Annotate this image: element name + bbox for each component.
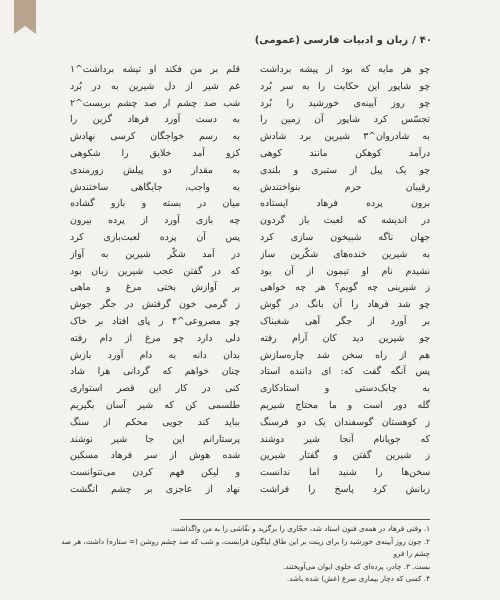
verse-line: پس آنگه گفت که: ای داننده استاد bbox=[260, 366, 430, 378]
footnote-divider bbox=[180, 519, 430, 520]
verse-line: پس آن پرده لعبت‌بازی کرد bbox=[70, 231, 240, 243]
verse-line: کنی در کار این قصر استواری bbox=[70, 383, 240, 395]
verse-line: گله دور است و ما محتاج شیریم bbox=[260, 399, 430, 411]
verse-line: جهان ناگه شبیخون سازی کرد bbox=[260, 231, 430, 243]
poem-column-left bbox=[70, 62, 240, 499]
verse-line: بر آورد از جگر آهی شغبناک bbox=[260, 315, 430, 327]
verse-line: چو مصروعی^۴ ز پای افتاد بر خاک bbox=[70, 315, 240, 327]
verse-line: قلم بر من فکند او تیشه برداشت^۱ bbox=[70, 64, 240, 75]
verse-line: چو هر مایه که بود از پیشه برداشت bbox=[260, 64, 430, 75]
verse-line: که جویانام آنجا شیر دوشند bbox=[260, 433, 430, 445]
verse-line: تجسّس کرد شاپور آن زمین را bbox=[260, 114, 430, 126]
footnote-item: بست. ۳. چادر، پرده‌ای که جلوی ایوان می‌آویختند. bbox=[283, 561, 430, 571]
verse-line: شب صد چشم ار صد چشم بربست^۲ bbox=[70, 97, 240, 109]
header-separator: / bbox=[412, 35, 416, 46]
bookmark-ribbon-icon[interactable] bbox=[14, 0, 36, 26]
verse-line: رقیبان حرم بنواختندش bbox=[260, 181, 430, 193]
verse-line: به چابک‌دستی و استادکاری bbox=[260, 383, 430, 395]
verse-line: در آمد شکّر شیرین به آواز bbox=[70, 248, 240, 260]
verse-line: زبانش کرد پاسخ را فراشت bbox=[260, 483, 430, 495]
verse-line: دلی دارد چو مرغ از دام رفته bbox=[70, 332, 240, 344]
footnote-item: ۱. وقتی فرهاد در همه‌ی فنون استاد شد، حجّاری را برگزید و نقّاشی را به من واگذاشت. bbox=[170, 524, 430, 533]
book-title: زبان و ادبیات فارسی (عمومی) bbox=[254, 35, 409, 46]
verse-line: بدان دانه به دام آورد بازش bbox=[70, 349, 240, 361]
verse-line: به واجب، جایگاهی ساختندش bbox=[70, 181, 240, 193]
verse-line: چو یک پیل از ستبری و بلندی bbox=[260, 164, 430, 176]
verse-line: به رسم خواجگان کرسی نهادش bbox=[70, 131, 240, 143]
verse-line: میان در بسته و بازو گشاده bbox=[70, 198, 240, 210]
verse-line: در اندیشه که لعبت باز گردون bbox=[260, 215, 430, 227]
verse-line: و لیکن فهم کردن می‌نتوانست bbox=[70, 467, 240, 479]
verse-line: چو شاپور این حکایت را به سر بُرد bbox=[260, 80, 430, 92]
verse-line: چو روز آیینه‌ی خورشید را بُرد bbox=[260, 97, 430, 109]
verse-line: نهاد از عاجزی بر چشم انگشت bbox=[70, 483, 240, 495]
verse-line: سخن‌ها را شنید اما ندانست bbox=[260, 467, 430, 479]
verse-line: به شادروان^۳ شیرین برد شادش bbox=[260, 131, 430, 143]
verse-line: ز گرمی خون گرفتش در جگر جوش bbox=[70, 299, 240, 311]
verse-line: چو شیرین دید کان آرام رفته bbox=[260, 332, 430, 344]
page-number: ۴۰ bbox=[419, 35, 432, 46]
verse-line: بر آوازش بختی مرغ و ماهی bbox=[70, 282, 240, 294]
verse-line: هم از راه سخن شد چاره‌سازش bbox=[260, 349, 430, 361]
footnotes bbox=[45, 523, 430, 586]
page-header bbox=[52, 35, 432, 46]
verse-line: چه بازی آورد از پرده بیرون bbox=[70, 215, 240, 227]
verse-line: ز کوهستان گوسفندان یک دو فرسنگ bbox=[260, 416, 430, 428]
verse-line: درآمد کوهکن مانند کوهی bbox=[260, 147, 430, 159]
verse-line: نشیدم نام او تیمون از آن بود bbox=[260, 265, 430, 277]
verse-line: چو شد فرهاد را آن بانگ در گوش bbox=[260, 299, 430, 311]
footnote-item: ۲. چون روز آیینه‌ی خورشید را برای زینت بر این طاق لیلگون قرابست، و شب که صد چشم روشن (= ستاره) داشت، هر صد چشم را فرو bbox=[61, 536, 430, 558]
verse-line: ز شیرینی چه گویم؟ هر چه خواهی bbox=[260, 282, 430, 294]
verse-line: ز شیرین گفتن و گفتار شیرین bbox=[260, 450, 430, 462]
poem-column-right bbox=[260, 62, 430, 499]
verse-line: پرستارانم این جا شیر نوشند bbox=[70, 433, 240, 445]
verse-line: به مقدار دو پیلش زورمندی bbox=[70, 164, 240, 176]
verse-line: برون پرده فرهاد ایستاده bbox=[260, 198, 430, 210]
verse-line: طلسمی کن که شیر آسان بگیریم bbox=[70, 399, 240, 411]
verse-line: به شیرین خنده‌های شکّرین ساز bbox=[260, 248, 430, 260]
footnote-item: ۴. کسی که دچار بیماری صرع (غش) شده باشد. bbox=[286, 574, 430, 583]
verse-line: بباید کند جویی محکم از سنگ bbox=[70, 416, 240, 428]
verse-line: کزو آمد خلایق را شکوهی bbox=[70, 147, 240, 159]
verse-line: شده هوش از سر فرهاد مسکین bbox=[70, 450, 240, 462]
verse-line: به دست آورد فرهاد گزین را bbox=[70, 114, 240, 126]
verse-line: که در گفتن عجب شیرین زبان بود bbox=[70, 265, 240, 277]
verse-line: چنان خواهم که گردانی هرا شاد bbox=[70, 366, 240, 378]
verse-line: غم شیر از دل شیرین به در بُرد bbox=[70, 80, 240, 92]
